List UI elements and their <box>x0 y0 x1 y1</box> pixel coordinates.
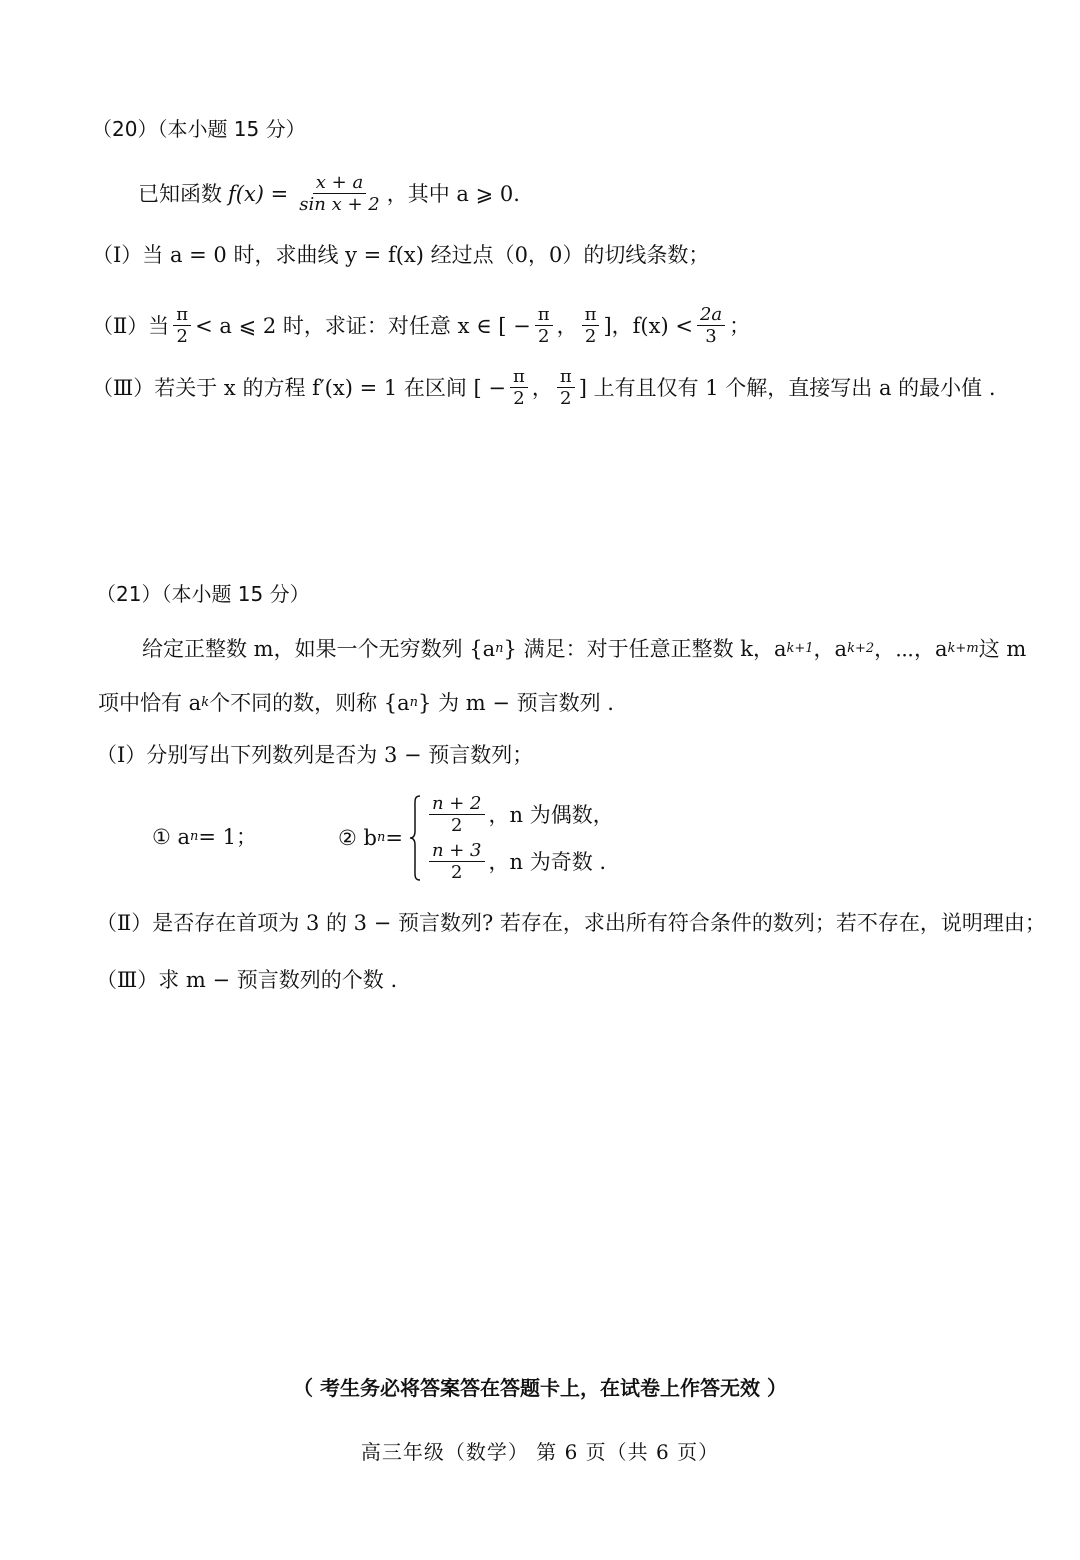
q21-stem2-b: 个不同的数，则称 {a <box>209 691 410 715</box>
left-brace-icon <box>409 795 421 881</box>
q21-item2: ② b n = $\frac{n + 2}{2}$ ，n 为偶数， $\frac{n + 3}{2}$ ，n 为奇数 . <box>338 793 614 883</box>
q21-part1: （Ⅰ）分别写出下列数列是否为 3 − 预言数列； <box>96 743 534 767</box>
q21-part2: （Ⅱ）是否存在首项为 3 的 3 − 预言数列? 若存在，求出所有符合条件的数列；若不存在，说明理由； <box>96 911 1046 935</box>
q21-stem1-c: ，a <box>813 637 848 661</box>
q21-stem1-e: 这 m <box>978 637 1027 661</box>
q20-stem-numerator: x + a <box>313 172 366 194</box>
q21-item1-b: = 1； <box>198 825 258 849</box>
q20-part3-frac2-den: 2 <box>560 388 572 409</box>
q21-stem1-a: 给定正整数 m，如果一个无穷数列 {a <box>142 637 496 661</box>
q21-part3: （Ⅲ）求 m − 预言数列的个数 . <box>96 968 398 992</box>
q20-part2-frac1-den: 2 <box>176 326 188 347</box>
q20-part2-frac4 <box>697 304 725 347</box>
footer-note: （ 考生务必将答案答在答题卡上，在试卷上作答无效 ） <box>293 1376 787 1400</box>
q20-part2-frac3 <box>582 304 600 347</box>
q21-stem-line2: 项中恰有 a k 个不同的数，则称 {a n } 为 m − 预言数列 . <box>98 688 614 718</box>
q20-part2-frac2-den: 2 <box>537 326 550 347</box>
q21-stem2-a: 项中恰有 a <box>98 691 202 715</box>
q20-part3-frac2-num: π <box>557 366 575 388</box>
q21-item1-a: ① a <box>152 825 191 849</box>
q20-part2 <box>92 304 750 347</box>
q20-part2-frac2 <box>535 304 553 347</box>
q21-cases <box>425 793 614 883</box>
q20-stem-denominator: sin x + 2 <box>299 194 380 215</box>
q21-piecewise <box>409 793 614 883</box>
q20-part3-frac1-num: π <box>510 366 528 388</box>
q21-case-odd-num: n + 3 <box>429 840 485 862</box>
q21-case-odd <box>425 840 614 883</box>
q20-part2-prefix: （Ⅱ）当 <box>92 313 170 338</box>
q21-case-even-den: 2 <box>451 815 463 836</box>
q20-part2-mid2: ]，f(x) < <box>603 313 693 338</box>
q21-case-odd-text: ，n 为奇数 . <box>488 849 607 874</box>
q20-part3-prefix: （Ⅲ）若关于 x 的方程 f′(x) = 1 在区间 [ − <box>92 375 507 400</box>
q21-case-even <box>425 793 614 836</box>
q20-part2-frac3-num: π <box>582 304 600 326</box>
q20-part3-frac2 <box>557 366 575 409</box>
q20-part2-end: ； <box>729 313 751 338</box>
q21-stem2-c: } 为 m − 预言数列 . <box>418 691 614 715</box>
q20-stem-prefix: 已知函数 <box>138 181 222 206</box>
q21-case-even-num: n + 2 <box>429 793 485 815</box>
q20-part2-frac2-num: π <box>535 304 553 326</box>
q20-part2-frac3-den: 2 <box>584 326 597 347</box>
q20-part2-frac4-num: 2a <box>697 304 725 326</box>
q20-part2-frac4-den: 3 <box>705 326 717 347</box>
q20-part3 <box>92 366 996 409</box>
q20-part3-suffix: ] 上有且仅有 1 个解，直接写出 a 的最小值 . <box>578 375 996 400</box>
footer-page-number: 高三年级（数学） 第 6 页（共 6 页） <box>360 1440 720 1464</box>
q20-part2-frac1 <box>173 304 191 347</box>
q20-part3-frac1-den: 2 <box>513 388 525 409</box>
q21-stem1-d: ，⋯，a <box>874 637 948 661</box>
q21-item2-a: ② b <box>338 826 377 850</box>
q20-part1: （Ⅰ）当 a = 0 时，求曲线 y = f(x) 经过点（0，0）的切线条数； <box>92 243 710 267</box>
q21-item2-b: = <box>385 826 403 850</box>
q20-header: （20）（本小题 15 分） <box>92 117 306 141</box>
q20-part3-comma: ， <box>531 375 553 400</box>
q20-stem-function: f(x) = <box>228 181 289 206</box>
q20-part2-mid: < a ⩽ 2 时，求证：对任意 x ∈ [ − <box>195 313 531 338</box>
q21-stem-line1: 给定正整数 m，如果一个无穷数列 {a n } 满足：对于任意正整数 k，a k+1 ，a k+2 ，⋯，a k+m 这 m <box>142 634 1026 664</box>
q21-case-even-frac <box>429 793 485 836</box>
q21-stem1-b: } 满足：对于任意正整数 k，a <box>503 637 787 661</box>
q20-stem-suffix: ，其中 a ⩾ 0. <box>386 181 520 206</box>
q21-case-odd-den: 2 <box>451 862 463 883</box>
q21-item1: ① a n = 1； <box>152 822 257 852</box>
q20-part3-frac1 <box>510 366 528 409</box>
q21-header: （21）（本小题 15 分） <box>96 582 310 606</box>
q20-stem <box>138 172 520 215</box>
q21-case-odd-frac <box>429 840 485 883</box>
q21-case-even-text: ，n 为偶数， <box>488 802 614 827</box>
q20-part2-frac1-num: π <box>173 304 191 326</box>
q20-stem-fraction <box>296 172 382 215</box>
q20-part2-comma: ， <box>556 313 578 338</box>
